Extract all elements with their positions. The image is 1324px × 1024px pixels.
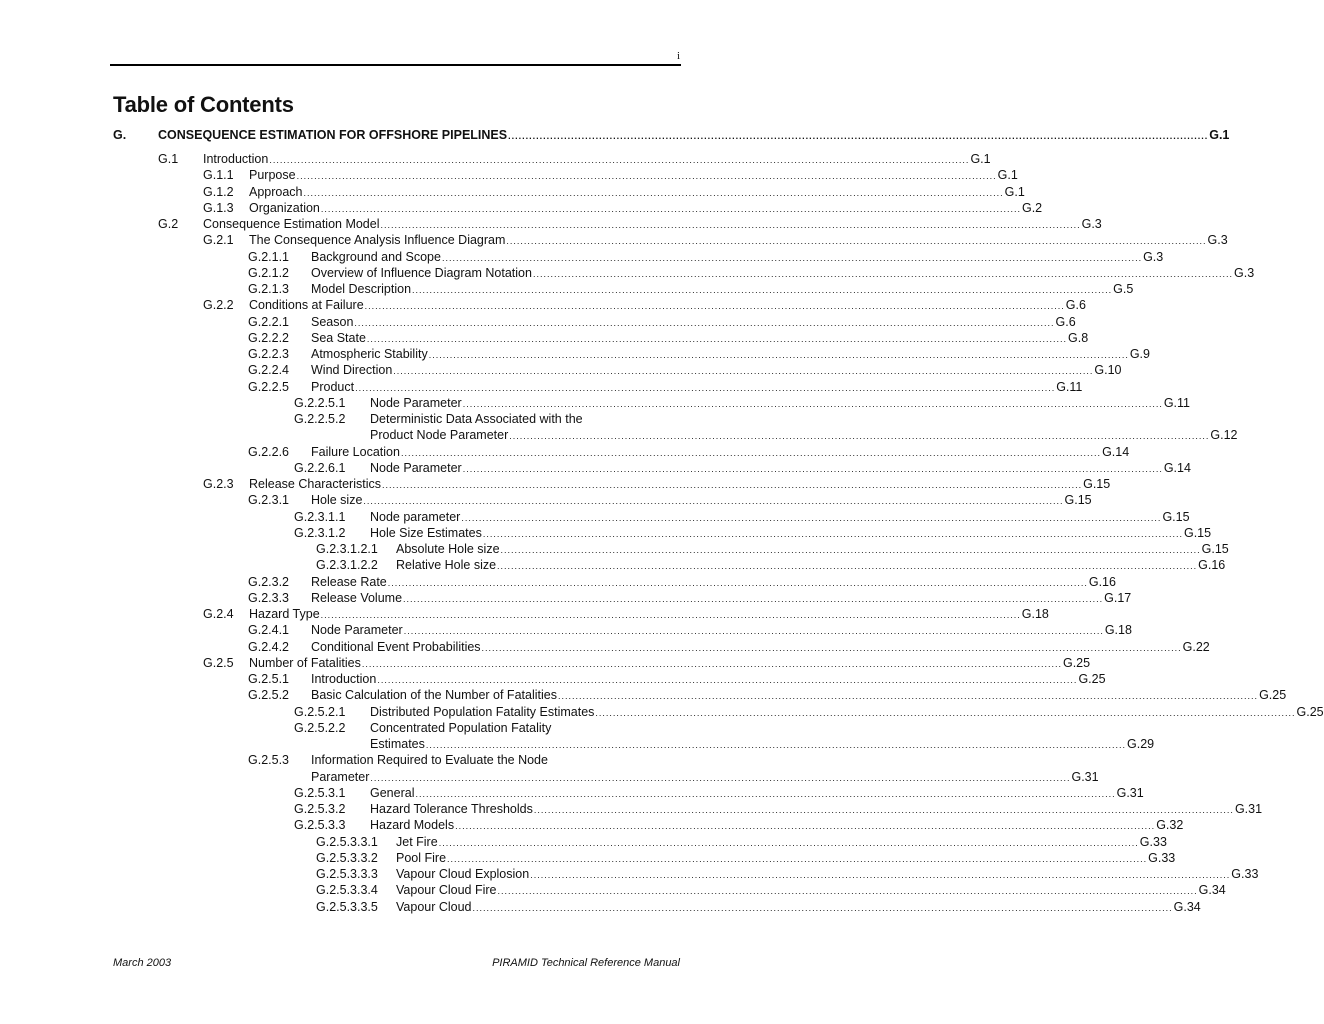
toc-entry[interactable] xyxy=(248,622,1132,639)
toc-entry-page: G.3 xyxy=(1207,233,1228,248)
toc-entry-number: G.2.2.3 xyxy=(248,347,289,361)
toc-entry-title: Release Volume xyxy=(311,590,403,605)
toc-entry-number: G.2.2.5.1 xyxy=(294,395,346,410)
toc-entry-number: G.1.1 xyxy=(203,168,234,183)
toc-entry-page: G.15 xyxy=(1162,509,1190,524)
toc-dot-leader: ........................................................................................................................................................................................................ xyxy=(530,870,1231,880)
toc-entry-page: G.12 xyxy=(1210,428,1238,443)
toc-entry-title: Conditional Event Probabilities xyxy=(311,639,481,654)
toc-entry-number: G.1 xyxy=(158,152,179,166)
toc-dot-leader: ........................................................................................................................................................................................................ xyxy=(557,691,1259,702)
toc-entry-page: G.31 xyxy=(1234,802,1263,816)
toc-entry-page: G.14 xyxy=(1102,444,1130,459)
toc-entry-number: G.2.1 xyxy=(203,233,234,248)
toc-entry-title: Basic Calculation of the Number of Fatalities xyxy=(311,688,557,703)
toc-entry-number: G.2.5.1 xyxy=(248,672,289,686)
toc-entry-page: G.6 xyxy=(1065,298,1086,313)
toc-entry-page: G.1 xyxy=(997,168,1018,183)
toc-entry[interactable] xyxy=(248,687,1287,704)
toc-entry-title: Hazard Type xyxy=(249,607,320,621)
toc-entry-title: Hole Size Estimates xyxy=(370,525,482,540)
toc-entry-title: Hole size xyxy=(311,493,363,508)
toc-dot-leader: ........................................................................................................................................................................................................ xyxy=(509,431,1210,442)
toc-dot-leader: ........................................................................................................................................................................................................ xyxy=(363,496,1064,507)
toc-entry-page: G.16 xyxy=(1088,574,1116,589)
toc-entry-title: Product xyxy=(311,379,355,394)
toc-entry-number: G.2.1.3 xyxy=(248,282,289,296)
toc-entry[interactable] xyxy=(248,265,1255,282)
toc-entry-number: G.2.4 xyxy=(203,607,234,621)
toc-entry[interactable] xyxy=(248,444,1130,461)
toc-entry[interactable] xyxy=(294,817,1184,834)
toc-entry[interactable] xyxy=(203,297,1086,314)
toc-entry-page: G.18 xyxy=(1021,607,1049,621)
toc-entry[interactable] xyxy=(203,184,1025,201)
toc-entry-title: Model Description xyxy=(311,282,412,296)
toc-entry-page: G.25 xyxy=(1296,704,1324,719)
toc-entry-page: G.1 xyxy=(970,152,991,166)
toc-dot-leader: ........................................................................................................................................................................................................ xyxy=(403,593,1104,604)
toc-entry-page: G.10 xyxy=(1094,363,1122,378)
toc-entry-page: G.25 xyxy=(1078,672,1106,686)
toc-dot-leader: ........................................................................................................................................................................................................ xyxy=(481,642,1182,653)
toc-entry[interactable] xyxy=(294,785,1144,802)
toc-entry[interactable] xyxy=(248,752,680,768)
toc-entry-title: Parameter xyxy=(311,769,370,784)
toc-dot-leader: ........................................................................................................................................................................................................ xyxy=(462,398,1163,409)
toc-entry-title: Introduction xyxy=(203,152,269,166)
toc-entry-page: G.25 xyxy=(1062,655,1091,670)
toc-entry[interactable] xyxy=(248,769,1099,786)
toc-entry-title: Vapour Cloud Fire xyxy=(396,883,497,898)
toc-dot-leader: ........................................................................................................................................................................................................ xyxy=(461,512,1162,523)
toc-entry-page: G.34 xyxy=(1173,899,1201,914)
toc-entry-page: G.16 xyxy=(1198,558,1226,573)
toc-dot-leader: ........................................................................................................................................................................................................ xyxy=(482,528,1183,539)
toc-entry-title: Release Rate xyxy=(311,574,387,589)
toc-dot-leader: ........................................................................................................................................................................................................ xyxy=(462,463,1163,474)
toc-entry[interactable] xyxy=(316,834,1167,851)
toc-entry[interactable] xyxy=(294,395,1190,412)
toc-entry-page: G.33 xyxy=(1231,867,1259,881)
toc-entry-page: G.22 xyxy=(1182,639,1210,654)
toc-entry[interactable] xyxy=(316,866,1259,883)
toc-dot-leader: ........................................................................................................................................................................................................ xyxy=(428,350,1129,360)
toc-entry-number: G.2.5.3.3.5 xyxy=(316,899,378,914)
toc-entry[interactable] xyxy=(113,127,1230,144)
toc-entry-number: G.2.2.1 xyxy=(248,314,289,329)
toc-dot-leader: ........................................................................................................................................................................................................ xyxy=(441,252,1143,263)
toc-entry-number: G.2.2.6.1 xyxy=(294,460,346,475)
toc-entry-page: G.3 xyxy=(1234,265,1255,280)
toc-entry-title: Overview of Influence Diagram Notation xyxy=(311,265,532,280)
toc-dot-leader: ........................................................................................................................................................................................................ xyxy=(382,480,1083,490)
toc-dot-leader: ........................................................................................................................................................................................................ xyxy=(355,382,1056,393)
toc-entry-number: G.2.2.5 xyxy=(248,379,289,394)
toc-entry[interactable] xyxy=(203,232,1228,249)
toc-entry-page: G.17 xyxy=(1104,590,1132,605)
toc-dot-leader: ........................................................................................................................................................................................................ xyxy=(354,317,1055,328)
toc-dot-leader: ........................................................................................................................................................................................................ xyxy=(403,626,1104,637)
toc-entry[interactable] xyxy=(248,492,1092,509)
toc-entry-page: G.31 xyxy=(1071,769,1099,784)
toc-entry-page: G.25 xyxy=(1259,688,1287,703)
toc-entry-title: Deterministic Data Associated with the xyxy=(370,412,583,426)
toc-entry-title: Approach xyxy=(249,184,303,199)
toc-entry-title: Sea State xyxy=(311,330,366,345)
toc-entry[interactable] xyxy=(248,362,1122,379)
toc-entry-title: Number of Fatalities xyxy=(249,655,361,670)
toc-entry[interactable] xyxy=(203,476,1111,493)
toc-entry-number: G.2.5.3 xyxy=(248,753,289,768)
toc-entry-page: G.15 xyxy=(1201,542,1229,556)
toc-dot-leader: ........................................................................................................................................................................................................ xyxy=(380,220,1081,230)
toc-entry-number: G.2.2 xyxy=(203,298,234,313)
toc-entry-number: G.2.3.1 xyxy=(248,493,289,508)
toc-entry[interactable] xyxy=(294,411,680,427)
toc-entry-title: Product Node Parameter xyxy=(370,428,509,443)
toc-entry-number: G.1.2 xyxy=(203,184,234,199)
toc-entry-number: G.2.3 xyxy=(203,477,234,491)
toc-entry-number: G.2.3.3 xyxy=(248,590,289,605)
toc-entry-page: G.5 xyxy=(1113,282,1134,296)
toc-dot-leader: ........................................................................................................................................................................................................ xyxy=(370,772,1071,783)
toc-entry-number: G.2.5.3.3 xyxy=(294,818,346,833)
toc-entry-number: G.2.5.2.1 xyxy=(294,704,346,719)
toc-dot-leader: ........................................................................................................................................................................................................ xyxy=(366,333,1068,344)
toc-entry-title: Consequence Estimation Model xyxy=(203,217,380,231)
toc-dot-leader: ........................................................................................................................................................................................................ xyxy=(532,268,1234,279)
toc-dot-leader: ........................................................................................................................................................................................................ xyxy=(447,853,1148,864)
toc-entry-page: G.1 xyxy=(1004,184,1025,199)
toc-entry[interactable] xyxy=(158,216,1102,233)
toc-entry-page: G.32 xyxy=(1156,818,1184,833)
toc-dot-leader: ........................................................................................................................................................................................................ xyxy=(506,236,1207,247)
toc-entry-number: G.2.2.5.2 xyxy=(294,412,346,426)
toc-entry-title: Node Parameter xyxy=(311,623,403,638)
toc-dot-leader: ........................................................................................................................................................................................................ xyxy=(377,675,1078,685)
toc-dot-leader: ........................................................................................................................................................................................................ xyxy=(425,740,1126,750)
toc-entry-number: G.2.2.2 xyxy=(248,330,289,345)
toc-entry[interactable] xyxy=(248,639,1210,656)
toc-dot-leader: ........................................................................................................................................................................................................ xyxy=(508,131,1209,141)
page-number: i xyxy=(676,50,680,62)
toc-dot-leader: ........................................................................................................................................................................................................ xyxy=(320,203,1021,214)
toc-entry[interactable] xyxy=(294,736,1155,753)
toc-entry-number: G.2.5.2.2 xyxy=(294,720,346,735)
toc-entry-title: Atmospheric Stability xyxy=(311,347,428,361)
toc-dot-leader: ........................................................................................................................................................................................................ xyxy=(387,577,1088,588)
toc-entry[interactable] xyxy=(294,427,1238,444)
toc-entry[interactable] xyxy=(316,557,1226,574)
toc-entry-title: Introduction xyxy=(311,672,377,686)
toc-dot-leader: ........................................................................................................................................................................................................ xyxy=(497,561,1198,572)
toc-entry-page: G.3 xyxy=(1143,249,1164,264)
toc-entry[interactable] xyxy=(294,720,680,736)
toc-entry[interactable] xyxy=(203,606,1049,623)
toc-dot-leader: ........................................................................................................................................................................................................ xyxy=(400,447,1102,458)
toc-entry-title: Hazard Models xyxy=(370,818,455,833)
toc-entry-number: G.2.1.1 xyxy=(248,249,289,264)
toc-entry[interactable] xyxy=(248,590,1132,607)
toc-entry-number: G.2 xyxy=(158,217,179,231)
toc-dot-leader: ........................................................................................................................................................................................................ xyxy=(595,707,1296,718)
toc-entry-title: Purpose xyxy=(249,168,296,183)
toc-entry-page: G.2 xyxy=(1021,200,1043,215)
toc-entry-page: G.11 xyxy=(1163,395,1190,410)
toc-entry-title: Distributed Population Fatality Estimates xyxy=(370,704,595,719)
toc-entry-page: G.1 xyxy=(1209,128,1230,142)
toc-dot-leader: ........................................................................................................................................................................................................ xyxy=(364,301,1065,312)
toc-entry-title: Conditions at Failure xyxy=(249,298,364,313)
toc-entry-number: G.2.5.3.3.4 xyxy=(316,883,378,898)
toc-entry-title: Absolute Hole size xyxy=(396,542,500,556)
toc-entry-title: Organization xyxy=(249,200,320,215)
toc-entry-number: G.2.5.3.3.1 xyxy=(316,834,378,849)
toc-entry-page: G.11 xyxy=(1056,379,1083,394)
toc-entry[interactable] xyxy=(316,541,1229,558)
toc-dot-leader: ........................................................................................................................................................................................................ xyxy=(393,366,1094,377)
toc-entry[interactable] xyxy=(203,167,1018,184)
toc-entry-title: Estimates xyxy=(370,737,425,751)
toc-entry-number: G.2.3.1.2.2 xyxy=(316,558,378,573)
toc-entry[interactable] xyxy=(158,151,991,168)
toc-entry-title: Pool Fire xyxy=(396,850,447,865)
toc-entry[interactable] xyxy=(248,574,1116,591)
toc-entry-number: G.2.3.1.1 xyxy=(294,509,346,524)
footer-manual-title: PIRAMID Technical Reference Manual xyxy=(492,957,680,969)
toc-entry[interactable] xyxy=(248,346,1150,363)
toc-entry-title: Relative Hole size xyxy=(396,558,497,573)
toc-entry-number: G.2.5.3.3.2 xyxy=(316,850,378,865)
toc-entry[interactable] xyxy=(294,801,1263,818)
toc-entry[interactable] xyxy=(294,509,1190,526)
toc-entry-page: G.34 xyxy=(1198,883,1226,898)
toc-dot-leader: ........................................................................................................................................................................................................ xyxy=(296,171,997,182)
toc-entry-page: G.15 xyxy=(1064,493,1092,508)
toc-entry-title: Concentrated Population Fatality xyxy=(370,720,552,735)
toc-entry-title: Background and Scope xyxy=(311,249,441,264)
toc-entry-number: G.2.5 xyxy=(203,655,234,670)
toc-dot-leader: ........................................................................................................................................................................................................ xyxy=(500,545,1201,555)
toc-entry-number: G.2.3.1.2 xyxy=(294,525,346,540)
toc-dot-leader: ........................................................................................................................................................................................................ xyxy=(269,155,970,165)
toc-entry-page: G.14 xyxy=(1163,460,1191,475)
toc-entry[interactable] xyxy=(203,655,1091,672)
toc-entry-number: G.2.4.2 xyxy=(248,639,289,654)
toc-entry[interactable] xyxy=(248,379,1083,396)
toc-entry-number: G.2.5.3.3.3 xyxy=(316,867,378,881)
page-title: Table of Contents xyxy=(113,92,294,117)
toc-entry[interactable] xyxy=(316,882,1226,899)
toc-entry[interactable] xyxy=(248,281,1134,298)
toc-dot-leader: ........................................................................................................................................................................................................ xyxy=(455,821,1156,832)
toc-entry-title: Vapour Cloud Explosion xyxy=(396,867,530,881)
toc-entry-title: Wind Direction xyxy=(311,363,393,378)
toc-entry-title: Information Required to Evaluate the Node xyxy=(311,753,548,768)
toc-entry-title: Failure Location xyxy=(311,444,400,459)
toc-dot-leader: ........................................................................................................................................................................................................ xyxy=(415,788,1116,799)
toc-entry-page: G.15 xyxy=(1183,525,1212,540)
toc-entry-page: G.15 xyxy=(1083,477,1111,491)
toc-dot-leader: ........................................................................................................................................................................................................ xyxy=(497,886,1198,897)
toc-entry-number: G.2.2.6 xyxy=(248,444,289,459)
toc-entry-number: G.2.5.3.1 xyxy=(294,785,346,800)
toc-entry-title: The Consequence Analysis Influence Diagram xyxy=(249,233,506,248)
footer-date: March 2003 xyxy=(113,957,172,969)
toc-dot-leader: ........................................................................................................................................................................................................ xyxy=(303,187,1004,198)
toc-entry[interactable] xyxy=(248,314,1076,331)
toc-entry-page: G.6 xyxy=(1055,314,1076,329)
toc-entry-page: G.31 xyxy=(1116,785,1144,800)
toc-entry-page: G.8 xyxy=(1068,330,1089,345)
toc-entry-title: Node Parameter xyxy=(370,395,462,410)
toc-dot-leader: ........................................................................................................................................................................................................ xyxy=(320,610,1021,620)
toc-entry[interactable] xyxy=(316,899,1201,916)
toc-entry-title: Vapour Cloud xyxy=(396,899,472,914)
toc-entry[interactable] xyxy=(248,249,1164,266)
toc-dot-leader: ........................................................................................................................................................................................................ xyxy=(472,902,1173,913)
toc-entry-page: G.33 xyxy=(1139,834,1167,849)
toc-entry-page: G.33 xyxy=(1148,850,1176,865)
toc-entry-number: G.2.5.3.2 xyxy=(294,802,346,816)
toc-entry-title: Season xyxy=(311,314,354,329)
toc-entry-title: CONSEQUENCE ESTIMATION FOR OFFSHORE PIPELINES xyxy=(158,128,508,142)
toc-dot-leader: ........................................................................................................................................................................................................ xyxy=(361,658,1062,669)
toc-entry-number: G.2.1.2 xyxy=(248,265,289,280)
toc-entry-page: G.29 xyxy=(1127,737,1155,751)
toc-entry-title: Release Characteristics xyxy=(249,477,381,491)
toc-entry[interactable] xyxy=(316,850,1176,867)
toc-entry-number: G.2.4.1 xyxy=(248,623,289,638)
toc-entry-page: G.18 xyxy=(1104,623,1132,638)
toc-dot-leader: ........................................................................................................................................................................................................ xyxy=(533,805,1234,815)
toc-entry-number: G.1.3 xyxy=(203,200,234,215)
toc-entry-title: Node Parameter xyxy=(370,460,462,475)
toc-entry-page: G.3 xyxy=(1081,217,1102,231)
toc-entry-number: G.2.3.1.2.1 xyxy=(316,542,378,556)
toc-entry-title: General xyxy=(370,785,415,800)
toc-entry[interactable] xyxy=(294,460,1191,477)
toc-entry[interactable] xyxy=(203,200,1043,217)
toc-entry-title: Jet Fire xyxy=(396,834,438,849)
toc-entry[interactable] xyxy=(248,330,1089,347)
toc-entry-page: G.9 xyxy=(1129,347,1150,361)
toc-entry-title: Hazard Tolerance Thresholds xyxy=(370,802,533,816)
toc-entry[interactable] xyxy=(294,704,1324,721)
toc-dot-leader: ........................................................................................................................................................................................................ xyxy=(412,285,1113,295)
toc-entry-number: G. xyxy=(113,128,127,142)
toc-entry-number: G.2.3.2 xyxy=(248,574,289,589)
toc-entry-number: G.2.5.2 xyxy=(248,688,289,703)
toc-entry[interactable] xyxy=(248,671,1106,688)
toc-entry-number: G.2.2.4 xyxy=(248,363,289,378)
toc-entry[interactable] xyxy=(294,525,1212,542)
toc-dot-leader: ........................................................................................................................................................................................................ xyxy=(438,837,1139,848)
toc-entry-title: Node parameter xyxy=(370,509,461,524)
